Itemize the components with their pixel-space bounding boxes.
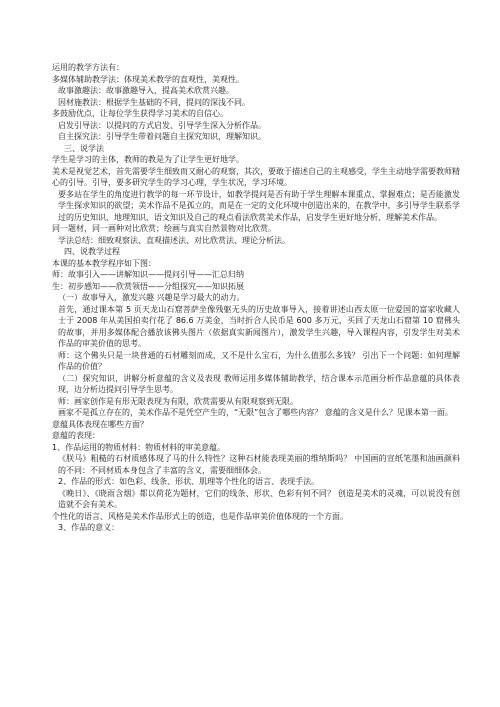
text-line: 生：初步感知——欣赏领悟——分组探究——知识拓展	[52, 281, 244, 291]
text-line: 本课的基本教学程序如下图：	[52, 258, 156, 268]
text-line: 《朕马》粗糙的石材质感体现了马的什么特性？这种石材能表现美丽的维纳斯吗？ 中国画的宣纸笔墨和油画颜料的不同：不同材质本身包含了丰富的含义，需要细细体会。	[58, 454, 460, 475]
text-line: 自主探究法：引导学生带着问题自主探究知识，理解知识。	[58, 132, 266, 141]
text-line: 师：这个佛头只是一块普通的石材雕刻而成，又不是什么宝石，为什么值那么多钱？ 引出下一个问题：如何理解作品的价值？	[58, 350, 460, 371]
text-line: （一）故事导入，激发兴趣 兴趣是学习最大的动力。	[58, 293, 245, 302]
text-line: 启发引导法：以提问的方式启发、引导学生深入分析作品。	[58, 120, 266, 130]
text-line: 多媒体辅助教学法：体现美术教学的直观性，美观性。	[52, 74, 244, 84]
text-line: 要多站在学生的角度进行教学的每一环节设计，如教学提问是否有助于学生理解本课重点、掌握难点；是否能激发学生探求知识的欲望；美术作品不是孤立的，而是在一定的文化环境中创造出来的，在教学中，多引导学生联系学过的历史知识、地理知识、语文知识及自己的观点看法欣赏美术作品，启发学生更好地分析、理解美术作品。	[58, 189, 460, 222]
text-line: 意蕴具体表现在哪些方面？	[52, 419, 148, 429]
text-line: 个性化的语言、风格是美术作品形式上的创造，也是作品审美价值体现的一个方面。	[52, 511, 348, 521]
text-line: 同一题材，同一画种对比欣赏；绘画与真实自然景物对比欣赏。	[52, 224, 276, 233]
text-line: 2、作品的形式：如色彩、线条、形状、肌理等个性化的语言、表现手法。	[58, 477, 320, 486]
text-line: 学法总结：细致观察法、直观描述法、对比欣赏法、理论分析法。	[58, 235, 290, 245]
text-line: 美术是视觉艺术，首先需要学生细致而又耐心的观察，其次，要敢于描述自己的主观感受，学生主动地学需要教师精心的引导。引导，要多研究学生的学习心理，学生状况，学习环境。	[52, 166, 460, 187]
text-line: 运用的教学方法有：	[52, 63, 124, 72]
text-line: 1、作品运用的物质材料：物质材料的审美意蕴。	[52, 442, 226, 452]
text-line: 故事激趣法：故事激趣导入，提高美术欣赏兴趣。	[58, 86, 234, 95]
text-line: 师：故事引入——讲解知识——提问引导——汇总归纳	[52, 270, 244, 279]
text-line: 《晚日》、《晓雨含烟》都以荷花为题材，它们的线条、形状、色彩有何不同？ 创造是美术的灵魂，可以说没有创造就不会有美术。	[58, 488, 460, 509]
text-line: 首先，通过课本第 5 页天龙山石窟菩萨坐像残躯无头的历史故事导入，接着讲述山西太原一位爱国的富家收藏人士于 2008 年从美国拍卖行花了 86.6 万美金，当时折合人民币是 600 多万元，买回了天龙山石窟第 10 窟佛头的故事，并用多媒体配合播放该佛头图片（依据真实新闻图片），激发学生兴趣，导入课程内容，引发学生对美术作品的审美价值的思考。	[58, 304, 460, 348]
text-line: 3、作品的意义：	[58, 523, 120, 532]
text-line: 因材施教法：根据学生基础的不同，提问的深浅不同。	[58, 97, 250, 107]
text-line: 画家不是孤立存在的，美术作品不是凭空产生的，“无限”包含了哪些内容？ 意蕴的含义是什么？见课本第一面。	[58, 408, 453, 417]
text-line: 意蕴的表现：	[52, 431, 100, 440]
text-line: 多鼓励优点，让每位学生获得学习美术的自信心。	[52, 109, 228, 118]
text-line: 三、说学法	[64, 143, 104, 153]
text-line: 学生是学习的主体，教师的教是为了让学生更好地学。	[52, 155, 244, 164]
text-line: 师：画家创作是有形无限表现为有限，欣赏需要从有限观察到无限。	[58, 396, 298, 406]
text-line: 四、说教学过程	[64, 247, 120, 256]
text-line: （二）探究知识，讲解分析意蕴的含义及表现 教师运用多媒体辅助教学，结合课本示范画分析作品意蕴的具体表现，边分析边提问引导学生思考。	[58, 373, 460, 394]
